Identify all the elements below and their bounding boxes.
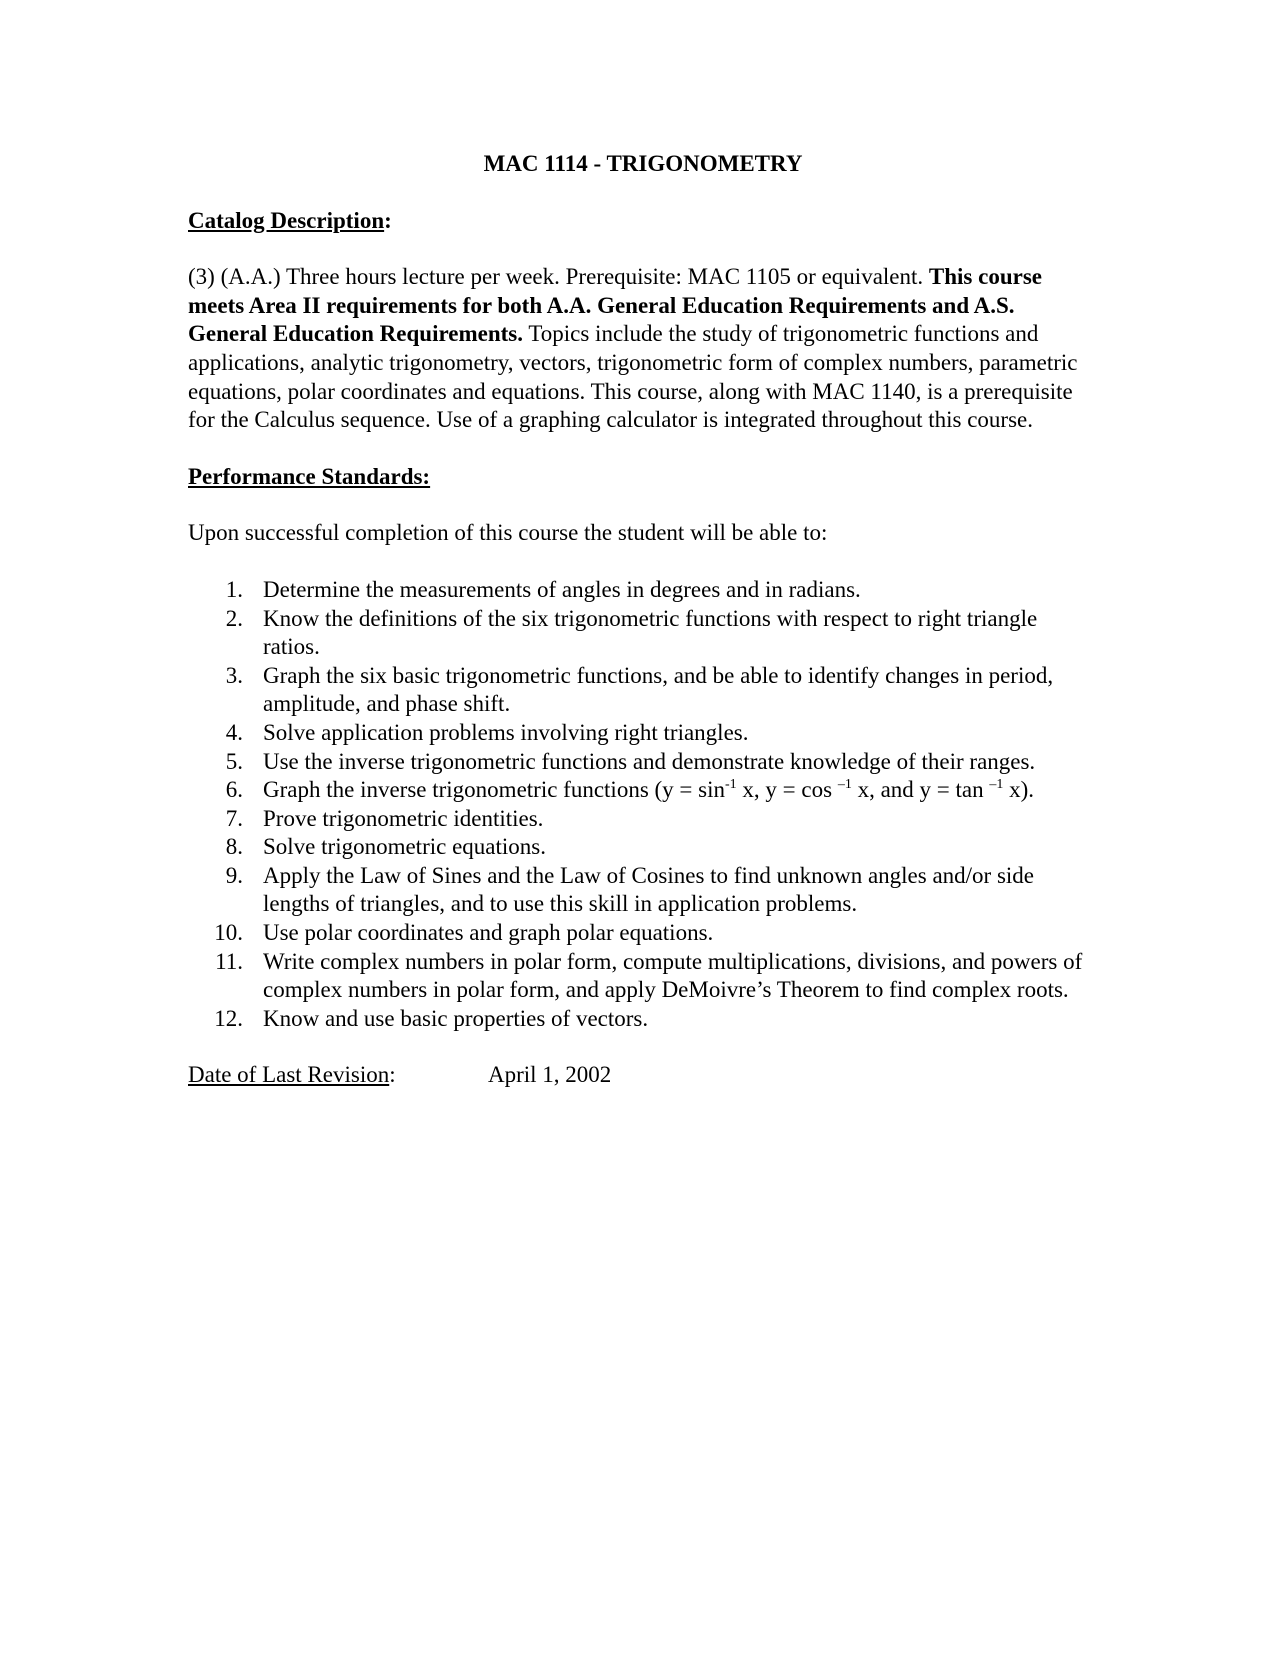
list-item-text: Know and use basic properties of vectors. <box>263 1005 649 1031</box>
list-item-text: Use the inverse trigonometric functions and demonstrate knowledge of their ranges. <box>263 748 1036 774</box>
performance-list <box>188 576 1098 1034</box>
document-title: MAC 1114 - TRIGONOMETRY <box>483 151 803 176</box>
superscript-inverse: –1 <box>837 777 852 793</box>
catalog-bold-text: This course meets Area II requirements for both A.A. General Education Requirements and A.S. General Education Requirements. <box>188 264 1042 347</box>
list-item <box>188 862 1098 919</box>
list-item <box>188 776 1098 805</box>
document-content <box>188 150 1098 1090</box>
revision-date: April 1, 2002 <box>488 1062 612 1088</box>
list-item <box>188 805 1098 834</box>
list-item-text: Apply the Law of Sines and the Law of Cosines to find unknown angles and/or side lengths of triangles, and to use this skill in application problems. <box>263 862 1035 917</box>
list-item-number: 9. <box>225 862 243 888</box>
superscript-inverse: -1 <box>725 777 737 793</box>
list-item-text-part4: x). <box>1003 777 1035 803</box>
list-item-number: 6. <box>225 777 243 803</box>
list-item <box>188 662 1098 719</box>
list-item-text: Determine the measurements of angles in degrees and in radians. <box>263 576 861 602</box>
list-item-text-part2: x, y = cos <box>736 777 838 803</box>
revision-label-colon: : <box>389 1062 396 1088</box>
list-item-number: 10. <box>214 920 243 946</box>
list-item-text-part1: Graph the inverse trigonometric functions (y = sin <box>263 777 725 803</box>
catalog-heading <box>188 207 1098 236</box>
list-item-text: Solve trigonometric equations. <box>263 834 546 860</box>
list-item-number: 4. <box>225 719 243 745</box>
catalog-heading-text: Catalog Description <box>188 207 385 233</box>
list-item-text: Prove trigonometric identities. <box>263 805 544 831</box>
revision-label <box>188 1061 488 1090</box>
list-item <box>188 948 1098 1005</box>
list-item-text: Solve application problems involving right triangles. <box>263 719 749 745</box>
list-item <box>188 719 1098 748</box>
list-item-number: 7. <box>225 805 243 831</box>
list-item <box>188 576 1098 605</box>
list-item <box>188 1005 1098 1034</box>
performance-intro: Upon successful completion of this course the student will be able to: <box>188 520 828 546</box>
catalog-heading-colon: : <box>384 207 392 233</box>
list-item-number: 12. <box>214 1005 243 1031</box>
list-item <box>188 748 1098 777</box>
catalog-intro: (3) (A.A.) Three hours lecture per week. Prerequisite: MAC 1105 or equivalent. <box>188 264 929 290</box>
list-item-text: Know the definitions of the six trigonometric functions with respect to right triangle ratios. <box>263 605 1038 660</box>
list-item-text: Graph the six basic trigonometric functions, and be able to identify changes in period, amplitude, and phase shift. <box>263 662 1054 717</box>
list-item <box>188 605 1098 662</box>
revision-label-text: Date of Last Revision <box>188 1062 390 1088</box>
list-item-number: 1. <box>225 576 243 602</box>
performance-heading: Performance Standards: <box>188 463 431 489</box>
superscript-inverse: –1 <box>989 777 1004 793</box>
list-item-text-part3: x, and y = tan <box>851 777 990 803</box>
revision-row <box>188 1061 1098 1090</box>
list-item-number: 3. <box>225 662 243 688</box>
list-item-text: Write complex numbers in polar form, compute multiplications, divisions, and powers of complex numbers in polar form, and apply DeMoivre’s Theorem to find complex roots. <box>263 948 1083 1003</box>
list-item <box>188 919 1098 948</box>
list-item-text: Use polar coordinates and graph polar equations. <box>263 920 714 946</box>
list-item-number: 2. <box>225 605 243 631</box>
list-item-number: 5. <box>225 748 243 774</box>
catalog-rest: Topics include the study of trigonometric functions and applications, analytic trigonometry, vectors, trigonometric form of complex numbers, parametric equations, polar coordinates and equations. This course, along with MAC 1140, is a prerequisite for the Calculus sequence. Use of a graphing calculator is integrated throughout this course. <box>188 321 1078 433</box>
list-item-number: 11. <box>215 948 243 974</box>
catalog-description <box>188 263 1098 435</box>
list-item-number: 8. <box>225 834 243 860</box>
list-item <box>188 833 1098 862</box>
